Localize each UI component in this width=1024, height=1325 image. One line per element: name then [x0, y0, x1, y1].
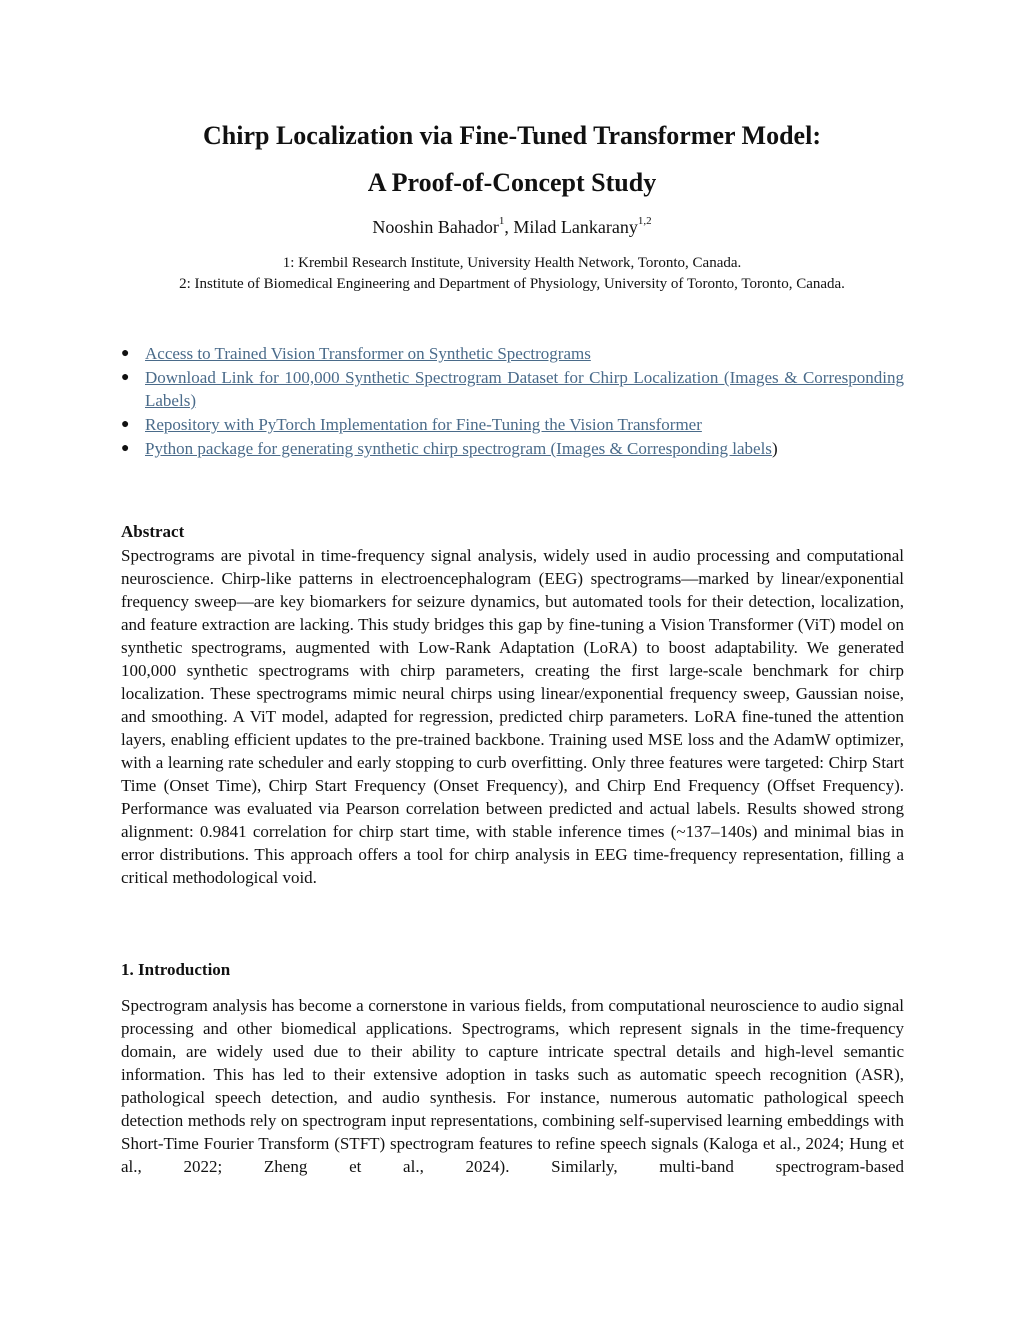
introduction-text: Spectrogram analysis has become a cornerstone in various fields, from computational neuroscience to audio signal processing and other biomedical applications. Spectrograms, which represent signals in the time-frequency domain, are widely used due to their ability to capture intricate spectral details and high-level semantic information. This has led to their extensive adoption in tasks such as automatic speech recognition (ASR), pathological speech detection, and audio synthesis. For instance, numerous automatic pathological speech detection methods rely on spectrogram input representations, combining self-supervised learning embeddings with Short-Time Fourier Transform (STFT) spectrogram features to refine speech signals (Kaloga et al., 2024; Hung et al., 2022; Zheng et al., 2024). Similarly, multi-band spectrogram-based: [121, 996, 904, 1176]
repository-link[interactable]: Repository with PyTorch Implementation for Fine-Tuning the Vision Transformer: [145, 415, 702, 434]
list-item: [121, 366, 904, 412]
author-affiliation-marker: 1,2: [637, 215, 652, 227]
introduction-heading: 1. Introduction: [121, 960, 231, 979]
paper-title-line-2: A Proof-of-Concept Study: [367, 168, 657, 197]
author-list: [0, 211, 1024, 239]
author-name: Milad Lankarany: [513, 217, 638, 237]
author-affiliation-marker: 1: [498, 215, 505, 227]
resource-link-list: [121, 342, 904, 461]
python-package-link[interactable]: Python package for generating synthetic chirp spectrogram (Images & Corresponding labels: [145, 439, 772, 458]
link-suffix: ): [771, 439, 778, 458]
bullet-icon: ●: [121, 417, 130, 432]
abstract-heading: Abstract: [121, 522, 185, 541]
dataset-download-link[interactable]: Download Link for 100,000 Synthetic Spectrogram Dataset for Chirp Localization (Images & Corresponding Labels): [145, 368, 904, 410]
list-item: [121, 437, 904, 460]
bullet-icon: ●: [121, 441, 130, 456]
trained-model-link[interactable]: Access to Trained Vision Transformer on Synthetic Spectrograms: [145, 344, 591, 363]
author-name: Nooshin Bahador: [372, 217, 499, 237]
paper-title-line-1: Chirp Localization via Fine-Tuned Transformer Model:: [203, 121, 821, 150]
list-item: [121, 413, 904, 436]
author-separator: ,: [504, 217, 514, 237]
bullet-icon: ●: [121, 346, 130, 361]
abstract-text: Spectrograms are pivotal in time-frequency signal analysis, widely used in audio processing and computational neuroscience. Chirp-like patterns in electroencephalogram (EEG) spectrograms—marked by linear/exponential frequency sweep—are key biomarkers for seizure dynamics, but automated tools for their detection, localization, and feature extraction are lacking. This study bridges this gap by fine-tuning a Vision Transformer (ViT) model on synthetic spectrograms, augmented with Low-Rank Adaptation (LoRA) to boost adaptability. We generated 100,000 synthetic spectrograms with chirp parameters, creating the first large-scale benchmark for chirp localization. These spectrograms mimic neural chirps using linear/exponential frequency sweep, Gaussian noise, and smoothing. A ViT model, adapted for regression, predicted chirp parameters. LoRA fine-tuned the attention layers, enabling efficient updates to the pre-trained backbone. Training used MSE loss and the AdamW optimizer, with a learning rate scheduler and early stopping to curb overfitting. Only three features were targeted: Chirp Start Time (Onset Time), Chirp Start Frequency (Onset Frequency), and Chirp End Frequency (Offset Frequency). Performance was evaluated via Pearson correlation between predicted and actual labels. Results showed strong alignment: 0.9841 correlation for chirp start time, with stable inference times (~137–140s) and minimal bias in error distributions. This approach offers a tool for chirp analysis in EEG time-frequency representation, filling a critical methodological void.: [121, 546, 904, 887]
affiliation-1: 1: Krembil Research Institute, University Health Network, Toronto, Canada.: [282, 255, 742, 271]
affiliation-2: 2: Institute of Biomedical Engineering and Department of Physiology, University of Toronto, Toronto, Canada.: [179, 276, 845, 292]
list-item: [121, 342, 904, 365]
bullet-icon: ●: [121, 370, 130, 385]
